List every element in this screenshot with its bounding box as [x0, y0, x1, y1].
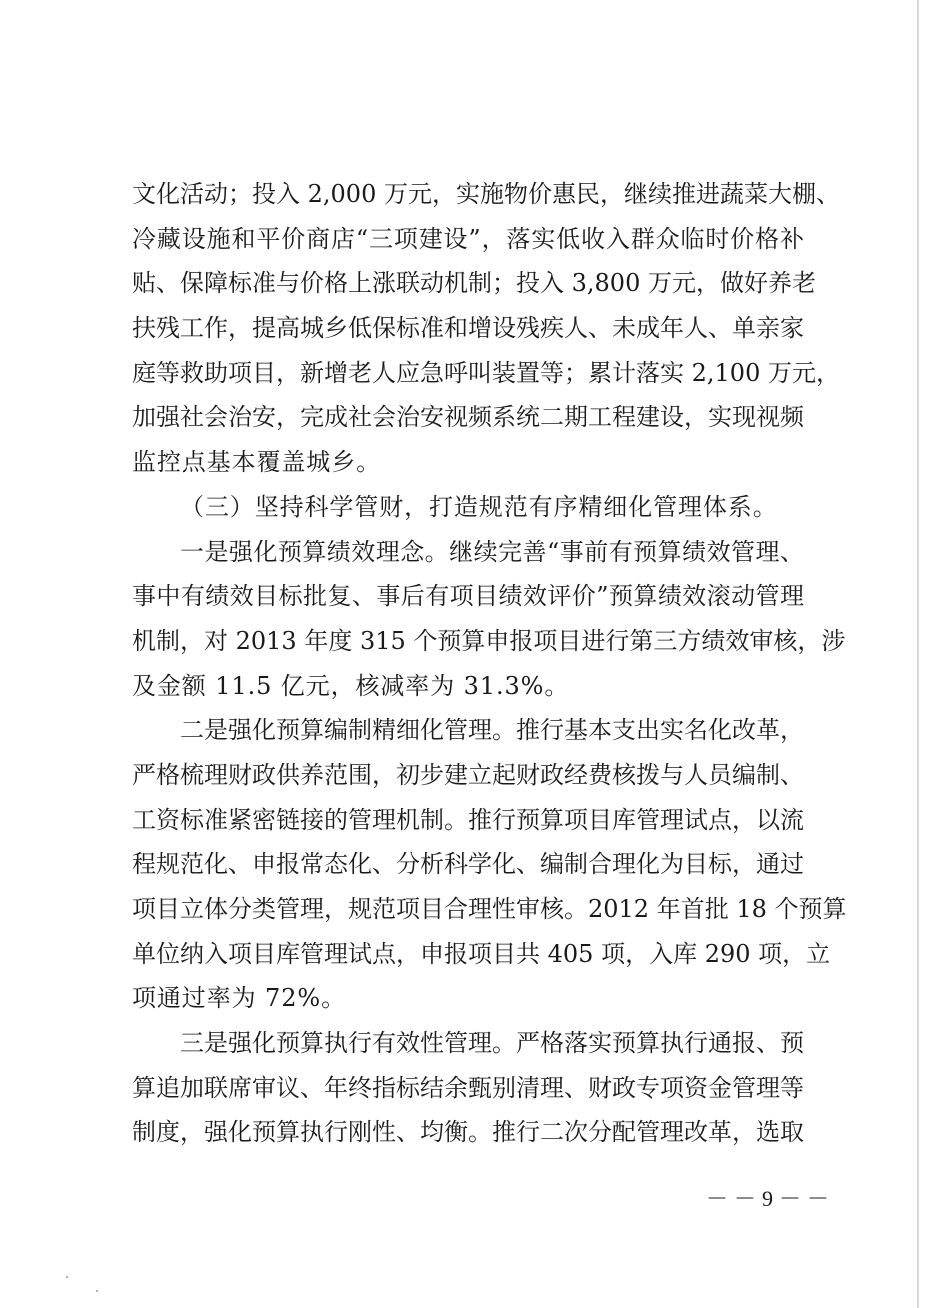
- text-line: 监控点基本覆盖城乡。: [132, 448, 381, 477]
- text-line: 项通过率为 72%。: [132, 984, 346, 1013]
- text-line: 制度，强化预算执行刚性、均衡。推行二次分配管理改革，选取: [132, 1118, 804, 1147]
- text-line: 文化活动；投入 2,000 万元，实施物价惠民，继续推进蔬菜大棚、: [132, 180, 840, 208]
- text-line: 扶残工作，提高城乡低保标准和增设残疾人、未成年人、单亲家: [132, 314, 804, 343]
- text-line: 程规范化、申报常态化、分析科学化、编制合理化为目标，通过: [132, 850, 804, 879]
- text-line: 冷藏设施和平价商店“三项建设”，落实低收入群众临时价格补: [132, 224, 804, 253]
- paragraph-first-line: 二是强化预算编制精细化管理。推行基本支出实名化改革，: [180, 716, 804, 745]
- text-line: 事中有绩效目标批复、事后有项目绩效评价”预算绩效滚动管理: [132, 582, 804, 611]
- page-edge: [917, 0, 919, 1308]
- section-heading: （三）坚持科学管财，打造规范有序精细化管理体系。: [180, 492, 778, 521]
- paragraph-first-line: 三是强化预算执行有效性管理。严格落实预算执行通报、预: [180, 1029, 804, 1058]
- text-line: 算追加联席审议、年终指标结余甄别清理、财政专项资金管理等: [132, 1073, 804, 1102]
- text-line: 项目立体分类管理，规范项目合理性审核。2012 年首批 18 个预算: [132, 895, 847, 923]
- scan-speck: [96, 1290, 98, 1292]
- document-body: [132, 172, 847, 1155]
- text-line: 及金额 11.5 亿元，核减率为 31.3%。: [132, 671, 570, 700]
- paragraph-first-line: 一是强化预算绩效理念。继续完善“事前有预算绩效管理、: [180, 537, 804, 566]
- text-line: 工资标准紧密链接的管理机制。推行预算项目库管理试点，以流: [132, 805, 804, 834]
- text-line: 单位纳入项目库管理试点，申报项目共 405 项，入库 290 项，立: [132, 939, 831, 968]
- text-line: 严格梳理财政供养范围，初步建立起财政经费核拨与人员编制、: [132, 760, 804, 789]
- page-number: －－9－－: [706, 1186, 836, 1211]
- text-line: 机制，对 2013 年度 315 个预算申报项目进行第三方绩效审核，涉: [132, 626, 846, 655]
- text-line: 加强社会治安，完成社会治安视频系统二期工程建设，实现视频: [132, 403, 804, 432]
- text-line: 庭等救助项目，新增老人应急呼叫装置等；累计落实 2,100 万元，: [132, 358, 840, 387]
- text-line: 贴、保障标准与价格上涨联动机制；投入 3,800 万元，做好养老: [132, 269, 816, 298]
- scan-speck: [66, 1276, 68, 1278]
